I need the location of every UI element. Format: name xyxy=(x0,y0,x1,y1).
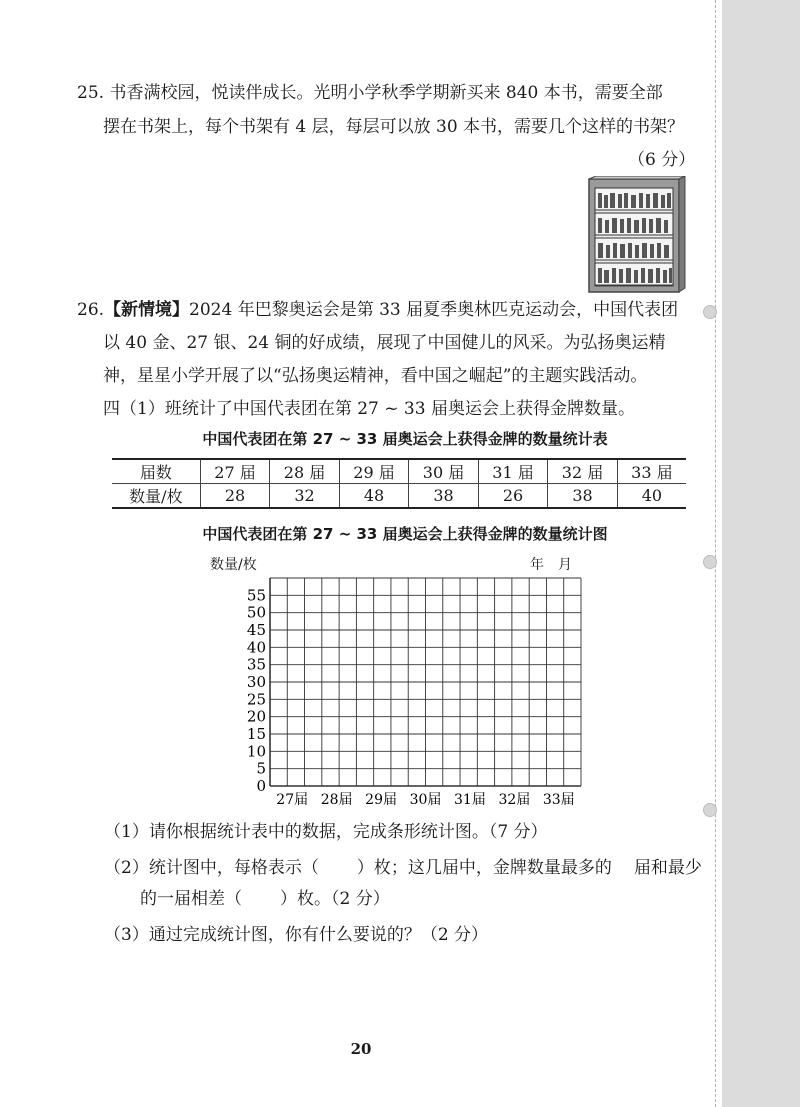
table-cell: 27 届 xyxy=(200,459,270,484)
bar-chart-grid[interactable] xyxy=(200,570,620,810)
table-cell: 29 届 xyxy=(339,459,409,484)
table-cell: 26 xyxy=(478,484,548,509)
binding-hole xyxy=(703,305,717,319)
binding-hole xyxy=(703,803,717,817)
subq-2-line2: 的一届相差（ ）枚。（2 分） xyxy=(140,889,390,909)
question-25 xyxy=(77,79,684,141)
stats-table xyxy=(112,458,686,509)
q26-tag: 【新情境】 xyxy=(104,300,190,320)
y-tick-label: 15 xyxy=(246,725,266,743)
q26-line4: 四（1）班统计了中国代表团在第 27 ~ 33 届奥运会上获得金牌数量。 xyxy=(103,399,635,419)
question-26 xyxy=(77,296,678,423)
binding-hole xyxy=(703,555,717,569)
q25-line2: 摆在书架上，每个书架有 4 层，每层可以放 30 本书，需要几个这样的书架？ xyxy=(103,117,685,137)
subquestions xyxy=(104,818,702,949)
y-tick-label: 35 xyxy=(246,655,266,674)
right-margin-strip xyxy=(722,0,800,1107)
chart-title: 中国代表团在第 27 ~ 33 届奥运会上获得金牌的数量统计图 xyxy=(202,525,608,543)
y-tick-label: 40 xyxy=(246,638,266,657)
table-cell: 31 届 xyxy=(478,459,548,484)
x-tick-label: 32届 xyxy=(498,792,531,808)
y-tick-label: 55 xyxy=(246,586,266,605)
table-cell: 28 xyxy=(200,484,270,509)
x-tick-label: 28届 xyxy=(320,792,353,808)
subq-1: （1）请你根据统计表中的数据，完成条形统计图。（7 分） xyxy=(104,822,548,842)
x-tick-label: 31届 xyxy=(454,792,486,808)
table-cell: 38 xyxy=(409,484,479,509)
y-tick-label: 30 xyxy=(246,673,266,691)
q26-line1: 2024 年巴黎奥运会是第 33 届夏季奥林匹克运动会，中国代表团 xyxy=(189,300,679,320)
table-row xyxy=(112,459,686,484)
y-tick-label: 45 xyxy=(246,621,266,639)
page-number: 20 xyxy=(350,1040,372,1058)
table-cell: 38 xyxy=(548,484,618,509)
q26-line3: 神，星星小学开展了以“弘扬奥运精神，看中国之崛起”的主题实践活动。 xyxy=(103,366,648,386)
table-header-cell: 届数 xyxy=(112,459,200,484)
table-cell: 30 届 xyxy=(409,459,479,484)
y-tick-label: 0 xyxy=(256,777,266,795)
x-tick-label: 30届 xyxy=(409,792,442,808)
x-tick-label: 29届 xyxy=(365,792,397,808)
q25-score: （6 分） xyxy=(628,150,696,170)
table-cell: 28 届 xyxy=(270,459,340,484)
table-cell: 40 xyxy=(617,484,686,509)
subq-3: （3）通过完成统计图，你有什么要说的？（2 分） xyxy=(104,925,489,945)
subq-2-line1: （2）统计图中，每格表示（ ）枚；这几届中，金牌数量最多的 届和最少 xyxy=(104,858,702,878)
q25-line1: 25. 书香满校园，悦读伴成长。光明小学秋季学期新买来 840 本书，需要全部 xyxy=(77,83,663,103)
x-tick-label: 27届 xyxy=(276,792,309,808)
table-cell: 33 届 xyxy=(617,459,686,484)
table-cell: 48 xyxy=(339,484,409,509)
y-tick-label: 10 xyxy=(246,742,266,761)
q26-number: 26. xyxy=(77,300,105,320)
y-tick-label: 5 xyxy=(256,759,266,778)
table-row xyxy=(112,484,686,509)
q26-line2: 以 40 金、27 银、24 铜的好成绩，展现了中国健儿的风采。为弘扬奥运精 xyxy=(103,333,666,353)
table-header-cell: 数量/枚 xyxy=(112,484,200,509)
chart-ylabel: 数量/枚 xyxy=(210,557,257,573)
y-tick-label: 25 xyxy=(246,690,266,709)
table-cell: 32 xyxy=(270,484,340,509)
bookshelf-illustration xyxy=(588,176,686,294)
chart-date-label: 年 月 xyxy=(530,557,572,573)
x-tick-label: 33届 xyxy=(542,792,575,808)
y-tick-label: 50 xyxy=(246,603,266,622)
table-title: 中国代表团在第 27 ~ 33 届奥运会上获得金牌的数量统计表 xyxy=(202,430,608,448)
table-cell: 32 届 xyxy=(548,459,618,484)
cut-line xyxy=(715,0,716,1107)
y-tick-label: 20 xyxy=(246,707,266,726)
